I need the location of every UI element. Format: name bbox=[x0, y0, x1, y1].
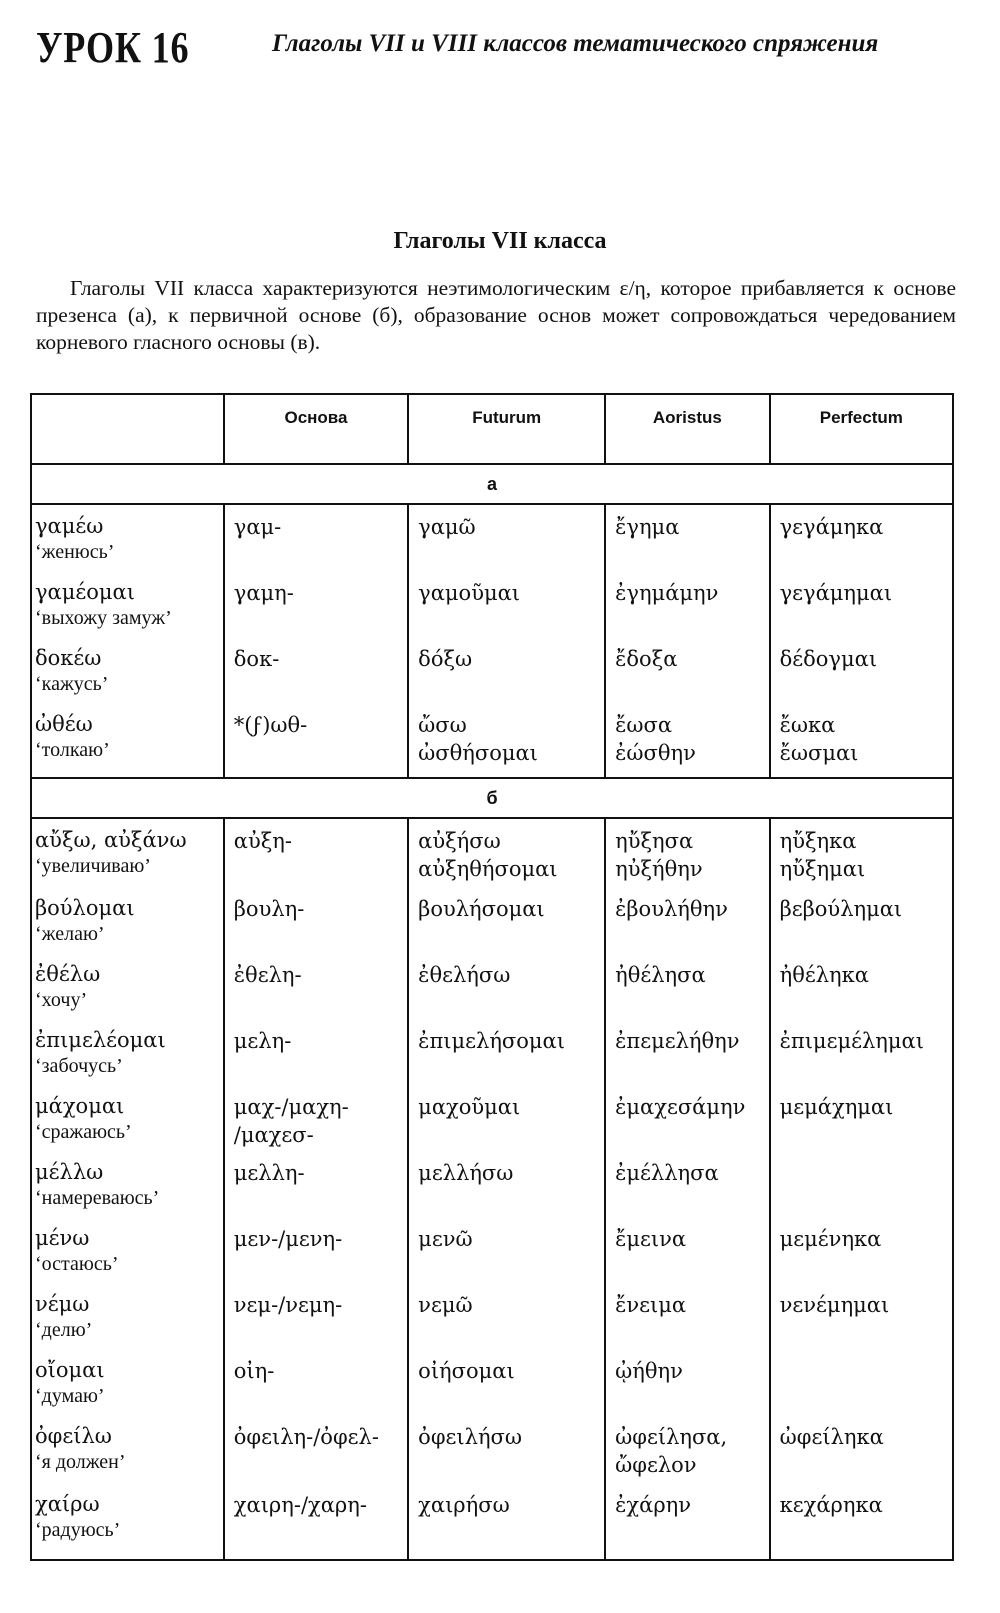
verb-gloss: ‘сражаюсь’ bbox=[35, 1121, 132, 1143]
stem-cell bbox=[224, 1159, 408, 1225]
stem-cell bbox=[224, 895, 408, 961]
spacer-cell bbox=[605, 818, 769, 827]
futurum-cell bbox=[408, 1225, 605, 1291]
table-row bbox=[31, 711, 953, 778]
form-text: ἔωκα bbox=[779, 713, 836, 737]
form-text: νενέμημαι bbox=[779, 1293, 890, 1317]
form-text: μεν-/μενη- bbox=[233, 1227, 343, 1251]
verb-lemma: μάχομαι bbox=[35, 1094, 125, 1118]
perfectum-cell bbox=[770, 827, 953, 895]
stem-cell bbox=[224, 645, 408, 711]
verb-cell bbox=[31, 1357, 224, 1423]
group-label: б bbox=[31, 778, 953, 818]
stem-cell bbox=[224, 827, 408, 895]
aoristus-cell bbox=[605, 1291, 769, 1357]
table-row bbox=[31, 645, 953, 711]
perfectum-cell bbox=[770, 1491, 953, 1560]
form-text: ηὔξηκα bbox=[779, 829, 857, 853]
header-perfectum: Perfectum bbox=[770, 394, 953, 464]
verb-cell bbox=[31, 1027, 224, 1093]
perfectum-cell bbox=[770, 1357, 953, 1423]
aoristus-cell bbox=[605, 1027, 769, 1093]
verb-lemma: νέμω bbox=[35, 1292, 90, 1316]
spacer-cell bbox=[770, 504, 953, 513]
perfectum-cell bbox=[770, 645, 953, 711]
aoristus-cell bbox=[605, 1225, 769, 1291]
futurum-cell bbox=[408, 1027, 605, 1093]
table-row bbox=[31, 1027, 953, 1093]
futurum-cell bbox=[408, 645, 605, 711]
verb-cell bbox=[31, 1291, 224, 1357]
form-text: ἐχάρην bbox=[615, 1493, 692, 1517]
futurum-cell bbox=[408, 961, 605, 1027]
form-text: ἐπιμελήσομαι bbox=[418, 1029, 565, 1053]
verb-gloss: ‘толкаю’ bbox=[35, 739, 110, 761]
futurum-cell bbox=[408, 711, 605, 778]
perfectum-cell bbox=[770, 513, 953, 579]
verb-cell bbox=[31, 961, 224, 1027]
stem-cell bbox=[224, 1423, 408, 1491]
form-text: ἔδοξα bbox=[615, 647, 678, 671]
verb-gloss: ‘думаю’ bbox=[35, 1385, 105, 1407]
form-text: δοκ- bbox=[233, 647, 280, 671]
futurum-cell bbox=[408, 579, 605, 645]
spacer-cell bbox=[224, 504, 408, 513]
intro-paragraph bbox=[36, 275, 956, 356]
perfectum-cell bbox=[770, 1027, 953, 1093]
form-text: ἐπιμεμέλημαι bbox=[779, 1029, 924, 1053]
form-text: ἔνειμα bbox=[615, 1293, 687, 1317]
form-text: ἐπεμελήθην bbox=[615, 1029, 740, 1053]
form-text: ὀφειλήσω bbox=[418, 1425, 522, 1449]
header-aoristus: Aoristus bbox=[605, 394, 769, 464]
header-stem: Основа bbox=[224, 394, 408, 464]
futurum-cell bbox=[408, 1357, 605, 1423]
perfectum-cell bbox=[770, 1225, 953, 1291]
form-text: ἐώσθην bbox=[615, 741, 696, 765]
form-text: μελλήσω bbox=[418, 1161, 514, 1185]
table-row bbox=[31, 1291, 953, 1357]
form-text: γαμη- bbox=[233, 581, 294, 605]
table-row bbox=[31, 1159, 953, 1225]
verb-lemma: γαμέω bbox=[35, 514, 104, 538]
stem-cell bbox=[224, 1291, 408, 1357]
perfectum-cell bbox=[770, 1159, 953, 1225]
futurum-cell bbox=[408, 827, 605, 895]
form-text: ἔωσα bbox=[615, 713, 673, 737]
aoristus-cell bbox=[605, 513, 769, 579]
aoristus-cell bbox=[605, 711, 769, 778]
verb-cell bbox=[31, 711, 224, 778]
aoristus-cell bbox=[605, 1357, 769, 1423]
aoristus-cell bbox=[605, 645, 769, 711]
form-text: μεμάχημαι bbox=[779, 1095, 894, 1119]
verb-lemma: βούλομαι bbox=[35, 896, 135, 920]
perfectum-cell bbox=[770, 1423, 953, 1491]
stem-cell bbox=[224, 711, 408, 778]
verb-lemma: χαίρω bbox=[35, 1492, 100, 1516]
form-text: ἐμαχεσάμην bbox=[615, 1095, 746, 1119]
header-verb bbox=[31, 394, 224, 464]
verb-cell bbox=[31, 1491, 224, 1560]
form-text: ἐγημάμην bbox=[615, 581, 719, 605]
aoristus-cell bbox=[605, 1093, 769, 1159]
form-text: ηὐξήθην bbox=[615, 857, 703, 881]
form-text: *(ϝ)ωθ- bbox=[233, 713, 308, 737]
futurum-cell bbox=[408, 1291, 605, 1357]
table-row bbox=[31, 1423, 953, 1491]
stem-cell bbox=[224, 1491, 408, 1560]
verb-gloss: ‘увеличиваю’ bbox=[35, 855, 151, 877]
form-text: /μαχεσ- bbox=[233, 1123, 314, 1147]
verb-lemma: ὠθέω bbox=[35, 712, 93, 736]
form-text: νεμ-/νεμη- bbox=[233, 1293, 343, 1317]
verb-lemma: οἴομαι bbox=[35, 1358, 105, 1382]
verb-lemma: ὀφείλω bbox=[35, 1424, 112, 1448]
spacer-cell bbox=[31, 818, 224, 827]
verb-lemma: αὔξω, αὐξάνω bbox=[35, 828, 187, 852]
form-text: ἔγημα bbox=[615, 515, 680, 539]
form-text: ὠφείληκα bbox=[779, 1425, 884, 1449]
form-text: ἐβουλήθην bbox=[615, 897, 728, 921]
futurum-cell bbox=[408, 1423, 605, 1491]
aoristus-cell bbox=[605, 961, 769, 1027]
table-row bbox=[31, 895, 953, 961]
form-text: βεβούλημαι bbox=[779, 897, 903, 921]
verb-cell bbox=[31, 1423, 224, 1491]
form-text: μεμένηκα bbox=[779, 1227, 882, 1251]
spacer-cell bbox=[31, 504, 224, 513]
verb-table bbox=[30, 393, 954, 1561]
futurum-cell bbox=[408, 513, 605, 579]
form-text: ἠθέλησα bbox=[615, 963, 706, 987]
form-text: δόξω bbox=[418, 647, 473, 671]
aoristus-cell bbox=[605, 1423, 769, 1491]
verb-lemma: μένω bbox=[35, 1226, 90, 1250]
verb-lemma: γαμέομαι bbox=[35, 580, 135, 604]
aoristus-cell bbox=[605, 1159, 769, 1225]
spacer-cell bbox=[605, 504, 769, 513]
form-text: αὐξη- bbox=[233, 829, 292, 853]
form-text: μαχ-/μαχη- bbox=[233, 1095, 349, 1119]
form-text: γαμ- bbox=[233, 515, 282, 539]
aoristus-cell bbox=[605, 1491, 769, 1560]
futurum-cell bbox=[408, 1159, 605, 1225]
verb-gloss: ‘желаю’ bbox=[35, 923, 105, 945]
verb-gloss: ‘кажусь’ bbox=[35, 673, 109, 695]
form-text: ὤφελον bbox=[615, 1453, 697, 1477]
verb-cell bbox=[31, 827, 224, 895]
form-text: ἐθελήσω bbox=[418, 963, 511, 987]
form-text: ἠθέληκα bbox=[779, 963, 869, 987]
table-row bbox=[31, 1357, 953, 1423]
form-text: ᾠήθην bbox=[615, 1359, 683, 1383]
stem-cell bbox=[224, 1357, 408, 1423]
header-futurum: Futurum bbox=[408, 394, 605, 464]
verb-cell bbox=[31, 895, 224, 961]
form-text: αὐξηθήσομαι bbox=[418, 857, 558, 881]
futurum-cell bbox=[408, 895, 605, 961]
form-text: βουλη- bbox=[233, 897, 305, 921]
verb-gloss: ‘намереваюсь’ bbox=[35, 1187, 160, 1209]
aoristus-cell bbox=[605, 895, 769, 961]
table-row bbox=[31, 1225, 953, 1291]
aoristus-cell bbox=[605, 827, 769, 895]
form-text: μελη- bbox=[233, 1029, 292, 1053]
form-text: βουλήσομαι bbox=[418, 897, 545, 921]
stem-cell bbox=[224, 513, 408, 579]
form-text: γαμῶ bbox=[418, 515, 476, 539]
form-text: γαμοῦμαι bbox=[418, 581, 521, 605]
form-text: χαιρήσω bbox=[418, 1493, 510, 1517]
verb-gloss: ‘делю’ bbox=[35, 1319, 93, 1341]
stem-cell bbox=[224, 1093, 408, 1159]
verb-lemma: δοκέω bbox=[35, 646, 102, 670]
table-row bbox=[31, 579, 953, 645]
form-text: ὠφείλησα, bbox=[615, 1425, 728, 1449]
form-text: χαιρη-/χαρη- bbox=[233, 1493, 367, 1517]
verb-gloss: ‘женюсь’ bbox=[35, 541, 115, 563]
intro-text: Глаголы VII класса характеризуются неэтимологическим ε/η, которое прибавляется к основе презенса (а), к первичной основе (б), образование основ может сопровождаться чередованием корневого гласного основы (в). bbox=[36, 276, 956, 354]
stem-cell bbox=[224, 961, 408, 1027]
perfectum-cell bbox=[770, 711, 953, 778]
verb-cell bbox=[31, 1225, 224, 1291]
verb-lemma: ἐπιμελέομαι bbox=[35, 1028, 166, 1052]
stem-cell bbox=[224, 1027, 408, 1093]
form-text: αὐξήσω bbox=[418, 829, 501, 853]
form-text: μελλη- bbox=[233, 1161, 305, 1185]
verb-lemma: ἐθέλω bbox=[35, 962, 101, 986]
form-text: ὤσω bbox=[418, 713, 467, 737]
spacer-cell bbox=[770, 818, 953, 827]
group-label: а bbox=[31, 464, 953, 504]
perfectum-cell bbox=[770, 579, 953, 645]
lesson-number: УРОК 16 bbox=[36, 23, 190, 72]
form-text: οἰη- bbox=[233, 1359, 275, 1383]
verb-cell bbox=[31, 1159, 224, 1225]
stem-cell bbox=[224, 1225, 408, 1291]
form-text: ὀφειλη-/ὀφελ- bbox=[233, 1425, 379, 1449]
form-text: νεμῶ bbox=[418, 1293, 473, 1317]
table-header-row bbox=[31, 394, 953, 464]
verb-gloss: ‘выхожу замуж’ bbox=[35, 607, 172, 629]
stem-cell bbox=[224, 579, 408, 645]
form-text: μενῶ bbox=[418, 1227, 473, 1251]
table-row bbox=[31, 513, 953, 579]
form-text: μαχοῦμαι bbox=[418, 1095, 521, 1119]
section-title: Глаголы VII класса bbox=[393, 228, 607, 254]
table-row bbox=[31, 961, 953, 1027]
form-text: ἐμέλλησα bbox=[615, 1161, 719, 1185]
perfectum-cell bbox=[770, 961, 953, 1027]
verb-gloss: ‘остаюсь’ bbox=[35, 1253, 119, 1275]
form-text: οἰήσομαι bbox=[418, 1359, 515, 1383]
verb-cell bbox=[31, 1093, 224, 1159]
form-text: ὠσθήσομαι bbox=[418, 741, 538, 765]
form-text: δέδογμαι bbox=[779, 647, 878, 671]
perfectum-cell bbox=[770, 1093, 953, 1159]
verb-lemma: μέλλω bbox=[35, 1160, 104, 1184]
form-text: ἔωσμαι bbox=[779, 741, 859, 765]
verb-gloss: ‘я должен’ bbox=[35, 1451, 126, 1473]
perfectum-cell bbox=[770, 895, 953, 961]
verb-cell bbox=[31, 579, 224, 645]
table-row bbox=[31, 827, 953, 895]
form-text: ηὔξησα bbox=[615, 829, 694, 853]
verb-gloss: ‘забочусь’ bbox=[35, 1055, 123, 1077]
futurum-cell bbox=[408, 1491, 605, 1560]
verb-cell bbox=[31, 513, 224, 579]
spacer-cell bbox=[408, 818, 605, 827]
table-body bbox=[31, 464, 953, 1560]
table-row bbox=[31, 1093, 953, 1159]
verb-gloss: ‘радуюсь’ bbox=[35, 1519, 121, 1541]
form-text: ἐθελη- bbox=[233, 963, 302, 987]
verb-cell bbox=[31, 645, 224, 711]
perfectum-cell bbox=[770, 1291, 953, 1357]
form-text: ἔμεινα bbox=[615, 1227, 687, 1251]
form-text: κεχάρηκα bbox=[779, 1493, 883, 1517]
aoristus-cell bbox=[605, 579, 769, 645]
spacer-cell bbox=[408, 504, 605, 513]
spacer-cell bbox=[224, 818, 408, 827]
running-title: Глаголы VII и VIII классов тематического спряжения bbox=[272, 30, 879, 57]
form-text: γεγάμηκα bbox=[779, 515, 884, 539]
futurum-cell bbox=[408, 1093, 605, 1159]
form-text: γεγάμημαι bbox=[779, 581, 893, 605]
form-text: ηὔξημαι bbox=[779, 857, 866, 881]
verb-gloss: ‘хочу’ bbox=[35, 989, 88, 1011]
table-row bbox=[31, 1491, 953, 1560]
